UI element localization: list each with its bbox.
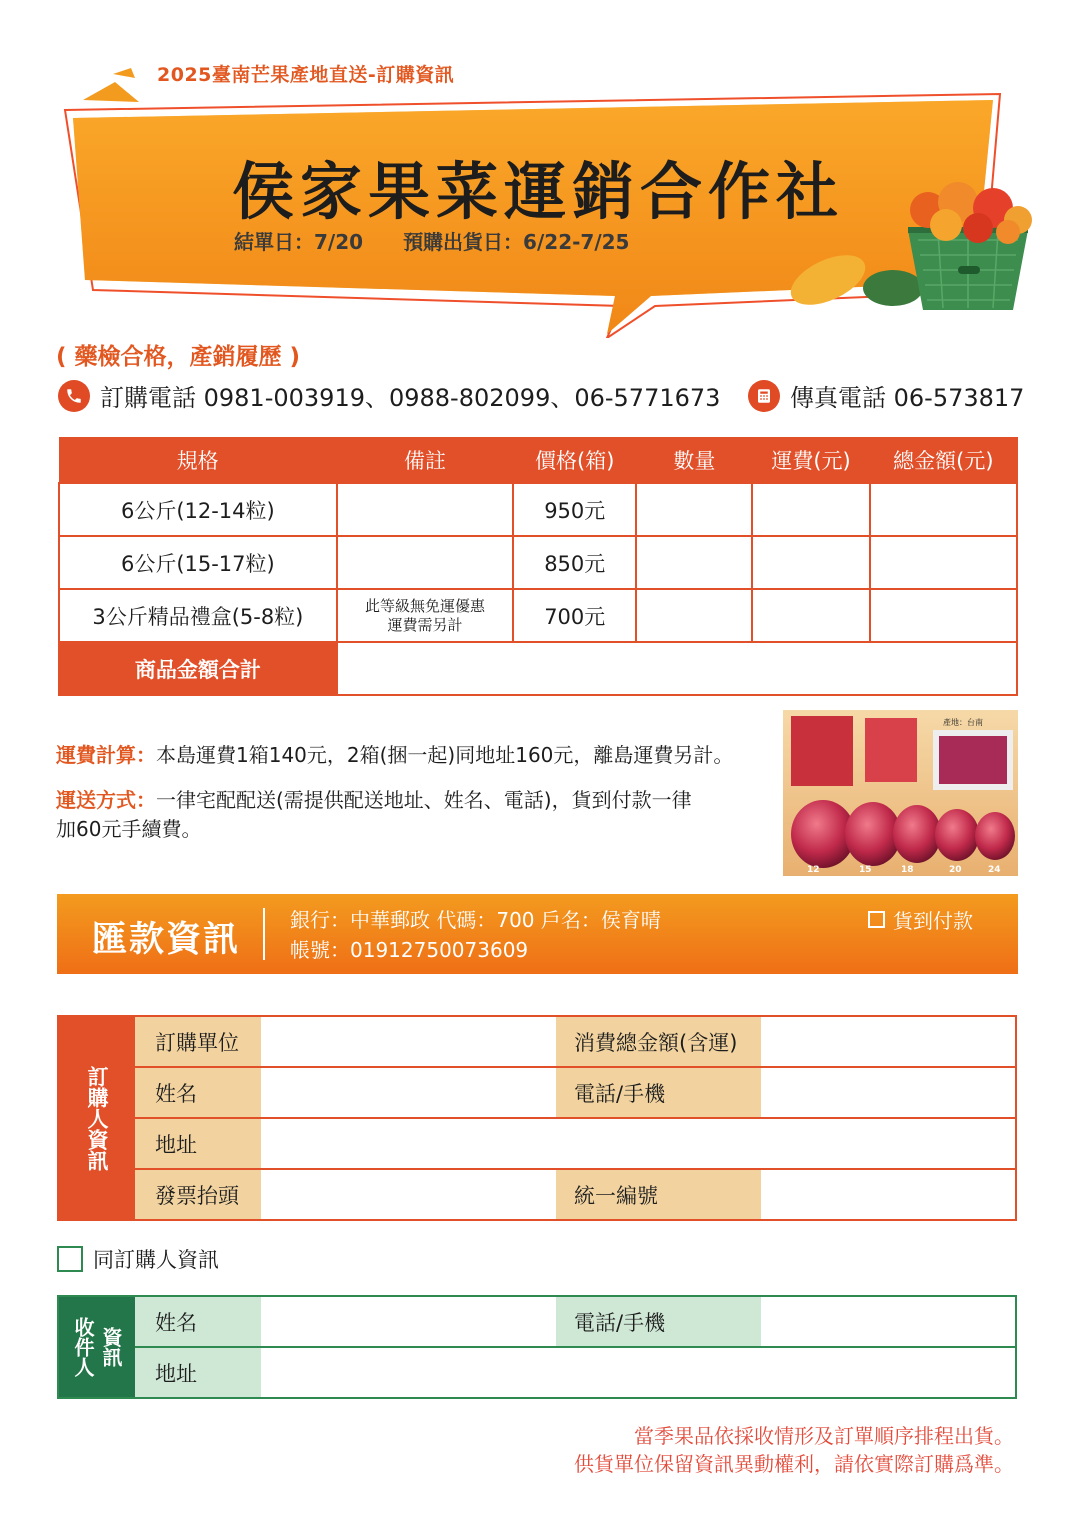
cod-checkbox[interactable] — [868, 905, 973, 934]
total-amount-field[interactable] — [761, 1016, 1016, 1067]
note-line-2: 運費需另計 — [387, 615, 463, 634]
subtitle: 2025臺南芒果產地直送-訂購資訊 — [157, 64, 455, 86]
col-shipping: 運費(元) — [752, 437, 869, 483]
note-cell — [337, 536, 514, 589]
receiver-name-label: 姓名 — [135, 1296, 261, 1347]
spec-cell: 6公斤(15-17粒) — [59, 536, 337, 589]
table-row — [59, 589, 1017, 642]
unit-field[interactable] — [261, 1016, 556, 1067]
shipping-method-label: 運送方式： — [56, 788, 156, 812]
receiver-info-table — [57, 1295, 1017, 1399]
mango-size-photo — [783, 710, 1018, 876]
col-price: 價格(箱) — [513, 437, 636, 483]
phone-row — [58, 378, 720, 413]
close-date: 結單日：7/20 — [234, 230, 364, 254]
buyer-side-text: 訂購人資訊 — [85, 1065, 109, 1171]
fax-number: 傳真電話 06-573817 — [790, 384, 1025, 412]
total-row — [59, 642, 1017, 695]
same-as-buyer-checkbox[interactable] — [57, 1244, 219, 1274]
checkbox-icon[interactable] — [868, 911, 885, 928]
size-label: 15 — [859, 865, 872, 875]
address-label: 地址 — [135, 1118, 261, 1169]
phone-icon — [58, 380, 90, 412]
photo-origin: 產地：台南 — [943, 718, 983, 727]
grand-total-field[interactable] — [337, 642, 1017, 695]
shipping-fee — [56, 741, 733, 770]
table-row — [59, 536, 1017, 589]
total-field[interactable] — [870, 589, 1017, 642]
buyer-section-label — [58, 1016, 135, 1220]
qty-field[interactable] — [636, 589, 752, 642]
unit-label: 訂購單位 — [135, 1016, 261, 1067]
footnote — [574, 1422, 1014, 1478]
divider — [263, 908, 265, 960]
shipping-fee-text: 本島運費1箱140元，2箱(捆一起)同地址160元，離島運費另計。 — [156, 743, 734, 767]
size-label: 18 — [901, 865, 914, 875]
tax-id-field[interactable] — [761, 1169, 1016, 1220]
remit-title: 匯款資訊 — [92, 920, 241, 960]
shipping-method — [56, 786, 692, 844]
phone-field[interactable] — [761, 1067, 1016, 1118]
col-spec: 規格 — [59, 437, 337, 483]
receiver-section-label — [58, 1296, 135, 1398]
checkbox-icon[interactable] — [57, 1246, 83, 1272]
order-phone: 訂購電話 0981-003919、0988-802099、06-5771673 — [100, 384, 721, 412]
page-title: 侯家果菜運銷合作社 — [232, 155, 845, 228]
buyer-info-table — [57, 1015, 1017, 1221]
price-cell: 850元 — [513, 536, 636, 589]
remit-details — [290, 905, 661, 965]
col-qty: 數量 — [636, 437, 752, 483]
receiver-address-field[interactable] — [261, 1347, 1016, 1398]
receiver-side-a: 收件人 — [71, 1317, 95, 1377]
footnote-line-2: 供貨單位保留資訊異動權利，請依實際訂購爲準。 — [574, 1452, 1014, 1476]
invoice-field[interactable] — [261, 1169, 556, 1220]
receiver-side-text — [59, 1317, 135, 1377]
same-as-buyer-label: 同訂購人資訊 — [93, 1248, 219, 1272]
price-cell: 700元 — [513, 589, 636, 642]
total-field[interactable] — [870, 483, 1017, 536]
total-amount-label: 消費總金額(含運) — [556, 1016, 761, 1067]
spec-cell: 6公斤(12-14粒) — [59, 483, 337, 536]
receiver-address-label: 地址 — [135, 1347, 261, 1398]
address-field[interactable] — [261, 1118, 1016, 1169]
total-field[interactable] — [870, 536, 1017, 589]
size-label: 20 — [949, 865, 962, 875]
shipping-field[interactable] — [752, 589, 869, 642]
note-cell — [337, 483, 514, 536]
receiver-phone-label: 電話/手機 — [556, 1296, 761, 1347]
order-table — [58, 437, 1018, 696]
bank-info: 銀行：中華郵政 代碼：700 戶名：侯育晴 — [290, 908, 661, 932]
invoice-label: 發票抬頭 — [135, 1169, 261, 1220]
price-cell: 950元 — [513, 483, 636, 536]
ship-date: 預購出貨日：6/22-7/25 — [403, 230, 630, 254]
shipping-method-text-2: 加60元手續費。 — [56, 817, 202, 841]
col-note: 備註 — [337, 437, 514, 483]
qty-field[interactable] — [636, 483, 752, 536]
name-field[interactable] — [261, 1067, 556, 1118]
receiver-side-b: 資訊 — [99, 1327, 123, 1367]
col-total: 總金額(元) — [870, 437, 1017, 483]
certification-note: ( 藥檢合格，產銷履歷 ) — [56, 344, 301, 370]
account-number: 帳號：01912750073609 — [290, 938, 529, 962]
receiver-name-field[interactable] — [261, 1296, 556, 1347]
qty-field[interactable] — [636, 536, 752, 589]
receiver-phone-field[interactable] — [761, 1296, 1016, 1347]
spec-cell: 3公斤精品禮盒(5-8粒) — [59, 589, 337, 642]
fax-icon — [748, 380, 780, 412]
shipping-fee-label: 運費計算： — [56, 743, 156, 767]
cod-label: 貨到付款 — [893, 909, 973, 933]
footnote-line-1: 當季果品依採收情形及訂單順序排程出貨。 — [634, 1424, 1014, 1448]
table-row — [59, 483, 1017, 536]
tax-id-label: 統一編號 — [556, 1169, 761, 1220]
shipping-field[interactable] — [752, 483, 869, 536]
fax-row — [748, 378, 1024, 413]
total-label: 商品金額合計 — [59, 642, 337, 695]
note-line-1: 此等級無免運優惠 — [364, 596, 485, 615]
shipping-field[interactable] — [752, 536, 869, 589]
name-label: 姓名 — [135, 1067, 261, 1118]
shipping-method-text: 一律宅配配送(需提供配送地址、姓名、電話)，貨到付款一律 — [156, 788, 692, 812]
size-label: 24 — [988, 865, 1001, 875]
note-cell — [337, 589, 514, 642]
order-table-header — [59, 437, 1017, 483]
size-label: 12 — [807, 865, 820, 875]
date-line — [234, 226, 629, 255]
phone-label: 電話/手機 — [556, 1067, 761, 1118]
mango-basket-illustration — [788, 180, 1038, 320]
